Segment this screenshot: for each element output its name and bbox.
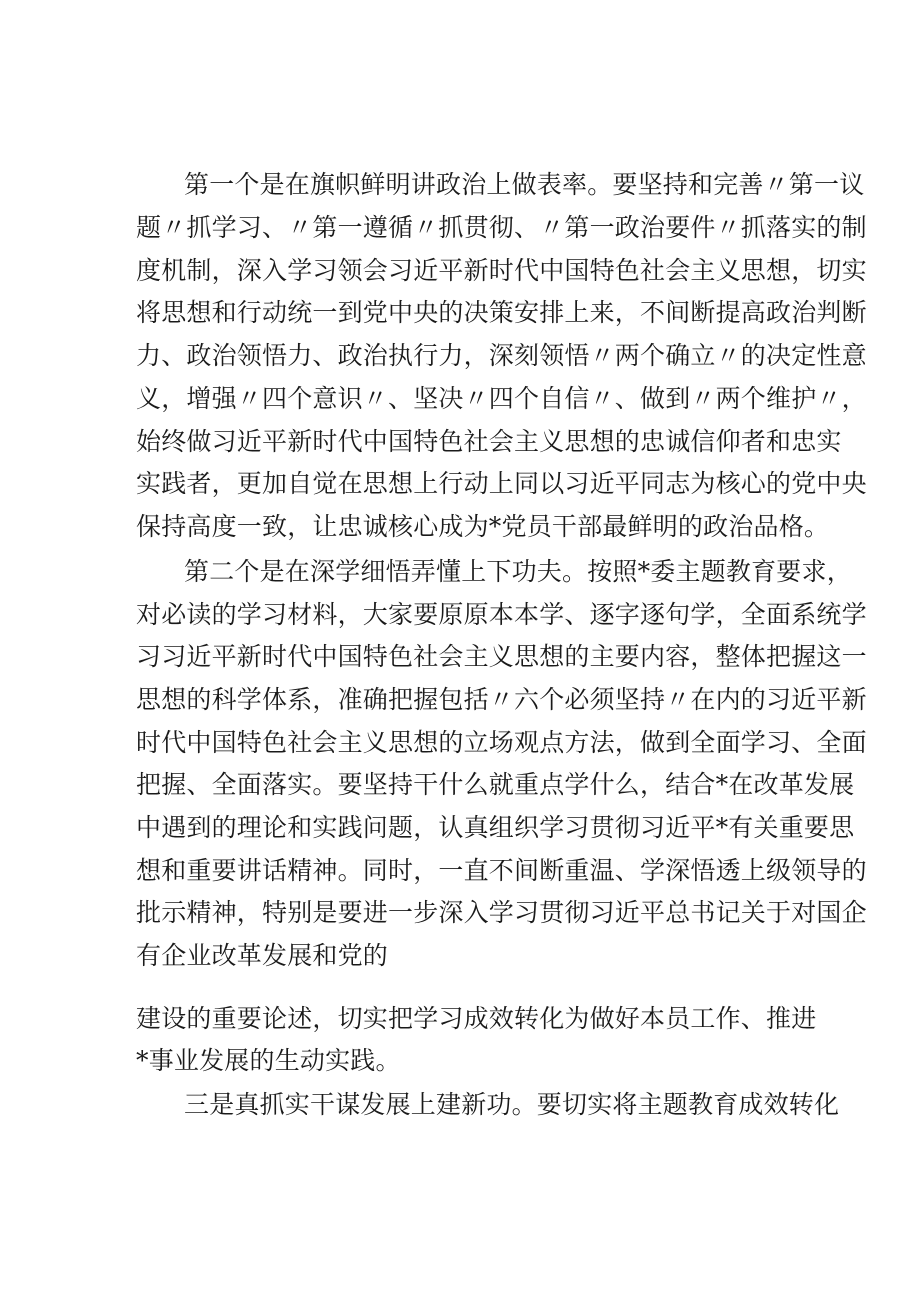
paragraph-1-line-3: 度机制，深入学习领会习近平新时代中国特色社会主义思想，切实	[136, 256, 867, 285]
paragraph-2-line-7: 中遇到的理论和实践问题，认真组织学习贯彻习近平*有关重要思	[136, 813, 855, 842]
paragraph-2-line-8: 想和重要讲话精神。同时，一直不间断重温、学深悟透上级领导的	[136, 856, 867, 885]
paragraph-1-line-6: 义，增强〃四个意识〃、坚决〃四个自信〃、做到〃两个维护〃，	[136, 384, 867, 413]
paragraph-2-line-1: 第二个是在深学细悟弄懂上下功夫。按照*委主题教育要求，	[184, 557, 852, 586]
paragraph-1-line-9: 保持高度一致，让忠诚核心成为*党员干部最鲜明的政治品格。	[136, 512, 830, 541]
paragraph-1-line-1: 第一个是在旗帜鲜明讲政治上做表率。要坚持和完善〃第一议	[184, 170, 865, 199]
paragraph-3-line-1: 三是真抓实干谋发展上建新功。要切实将主题教育成效转化	[184, 1090, 840, 1119]
paragraph-2-line-5: 时代中国特色社会主义思想的立场观点方法，做到全面学习、全面	[136, 728, 867, 757]
paragraph-2-line-2: 对必读的学习材料，大家要原原本本学、逐字逐句学，全面系统学	[136, 600, 867, 629]
paragraph-2-line-6: 把握、全面落实。要坚持干什么就重点学什么，结合*在改革发展	[136, 770, 855, 799]
paragraph-2-line-3: 习习近平新时代中国特色社会主义思想的主要内容，整体把握这一	[136, 642, 867, 671]
paragraph-2-line-11: 建设的重要论述，切实把学习成效转化为做好本员工作、推进	[136, 1004, 817, 1033]
paragraph-2-line-10: 有企业改革发展和党的	[136, 941, 389, 970]
paragraph-1-line-4: 将思想和行动统一到党中央的决策安排上来，不间断提高政治判断	[136, 298, 867, 327]
paragraph-2-line-9: 批示精神，特别是要进一步深入学习贯彻习近平总书记关于对国企	[136, 898, 867, 927]
paragraph-2-line-4: 思想的科学体系，准确把握包括〃六个必须坚持〃在内的习近平新	[136, 685, 867, 714]
paragraph-1-line-7: 始终做习近平新时代中国特色社会主义思想的忠诚信仰者和忠实	[136, 427, 842, 456]
paragraph-1-line-5: 力、政治领悟力、政治执行力，深刻领悟〃两个确立〃的决定性意	[136, 341, 867, 370]
paragraph-1-line-2: 题〃抓学习、〃第一遵循〃抓贯彻、〃第一政治要件〃抓落实的制	[136, 213, 867, 242]
paragraph-1-line-8: 实践者，更加自觉在思想上行动上同以习近平同志为核心的党中央	[136, 469, 867, 498]
paragraph-2-line-12: *事业发展的生动实践。	[136, 1046, 401, 1075]
